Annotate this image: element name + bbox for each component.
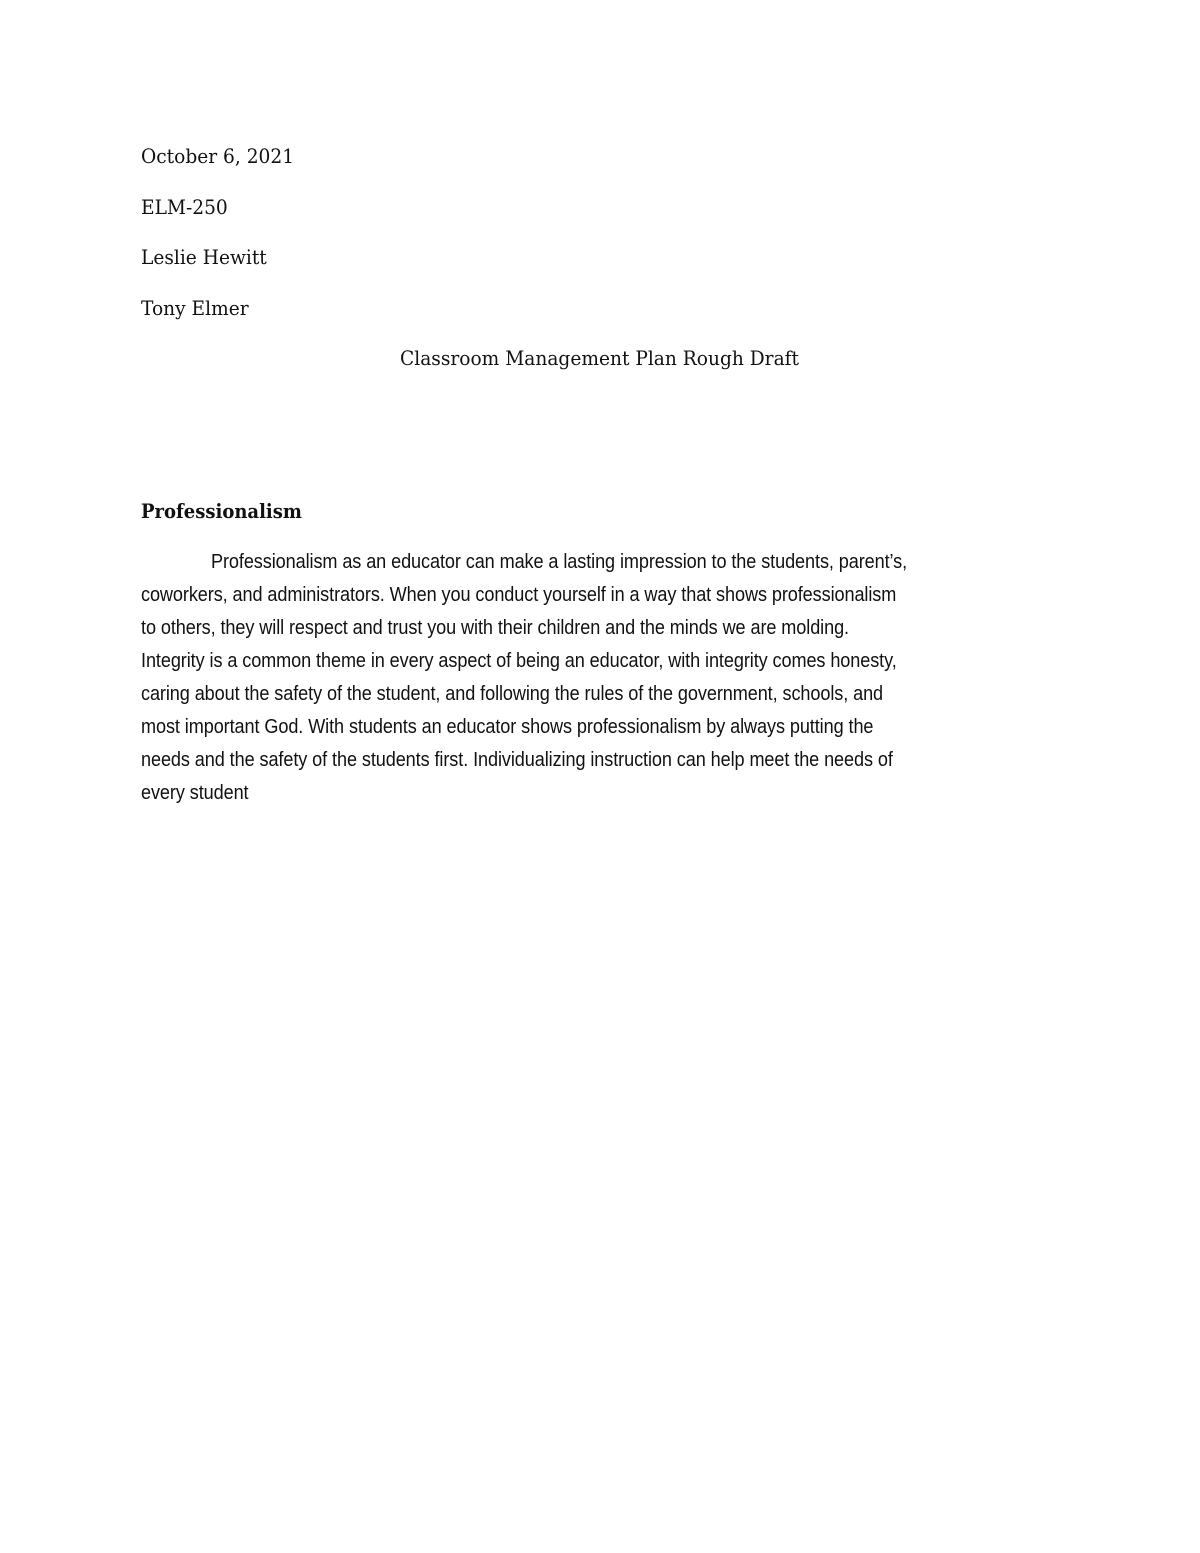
header-date: October 6, 2021 [141,144,295,168]
document-title-text: Classroom Management Plan Rough Draft [400,346,800,370]
paragraph-line: caring about the safety of the student, and following the rules of the government, schools, and [141,683,884,705]
paragraph-line: to others, they will respect and trust you with their children and the minds we are molding. [141,617,849,639]
paragraph-line: needs and the safety of the students first. Individualizing instruction can help meet the needs of [141,749,893,771]
paragraph-line: most important God. With students an educator shows professionalism by always putting the [141,716,874,738]
header-course: ELM-250 [141,195,228,219]
paragraph-line: Professionalism as an educator can make a lasting impression to the students, parent’s, [211,551,908,573]
section-heading: Professionalism [141,499,302,523]
paragraph-line: coworkers, and administrators. When you conduct yourself in a way that shows professionalism [141,584,897,606]
paragraph-line: Integrity is a common theme in every aspect of being an educator, with integrity comes honesty, [141,650,897,672]
header-instructor: Leslie Hewitt [141,245,267,269]
paragraph-line: every student [141,782,249,804]
header-student: Tony Elmer [141,296,249,320]
document-title [0,346,1200,370]
